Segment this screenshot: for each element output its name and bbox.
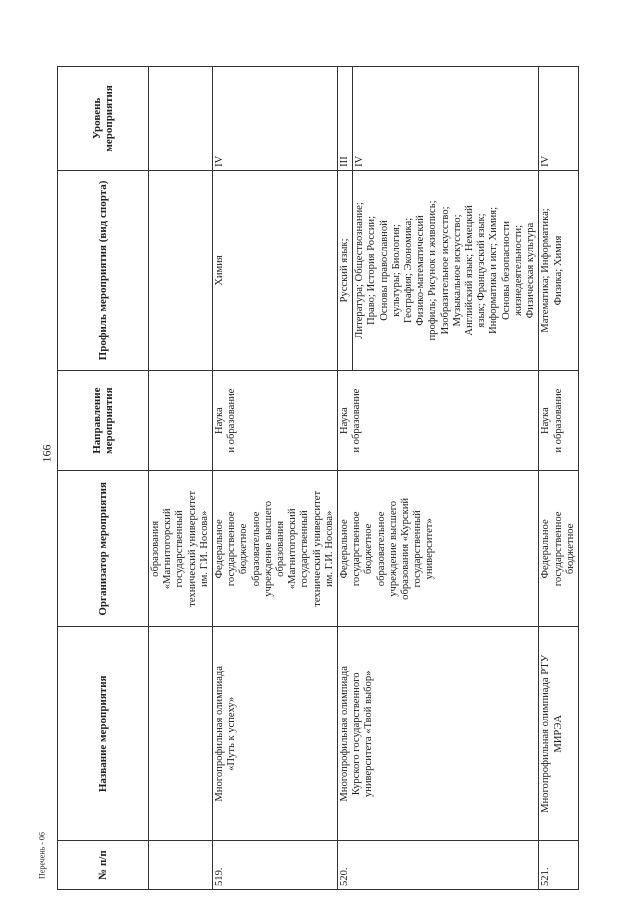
profile-cell (539, 170, 579, 370)
organizer-line: государственное (552, 511, 564, 587)
organizer-line: образовательное (250, 511, 262, 587)
organizer-line: Федеральное (339, 519, 351, 579)
event-name-line: Многопрофильная олимпиада РТУ (540, 654, 552, 813)
profile-line: Основы православной (378, 220, 390, 321)
rotated-table-container (57, 66, 586, 890)
organizer-line: учреждение высшего (387, 500, 399, 597)
organizer-line: государственное (351, 511, 363, 587)
organizer-line: государственный (174, 510, 186, 588)
profile-line: Изобразительное искусство; (439, 206, 451, 335)
level-cell: IV (353, 67, 539, 171)
profile-line: профиль; Рисунок и живопись; (427, 200, 439, 341)
level-cell: IV (213, 67, 338, 171)
organizer-line: учреждение высшего (262, 500, 274, 597)
direction-cell (539, 371, 579, 471)
events-table (57, 66, 579, 890)
header-profile: Профиль мероприятия (вид спорта) (58, 170, 149, 370)
table-row (213, 67, 338, 890)
organizer-cell (338, 471, 539, 627)
event-name-line: Курского государственного (351, 672, 363, 796)
organizer-line: образовательное (375, 511, 387, 587)
profile-line: культуры; Биология; (390, 224, 402, 317)
profile-line: Информатика и икт; Химия; (488, 206, 500, 334)
profile-line: язык; Французский язык; (476, 213, 488, 328)
profile-line: Математика; Информатика; (540, 208, 552, 333)
profile-cell (338, 170, 353, 370)
organizer-line: Федеральное (214, 519, 226, 579)
direction-line: и образование (351, 388, 363, 453)
organizer-line: технический университет (186, 490, 198, 607)
organizer-line: бюджетное (238, 523, 250, 575)
organizer-line: бюджетное (564, 523, 576, 575)
direction-line: Наука (339, 407, 351, 435)
row-number: 521. (539, 841, 579, 890)
table-row (338, 67, 353, 890)
organizer-line: государственный (412, 510, 424, 588)
organizer-line: технический университет (311, 490, 323, 607)
direction-line: и образование (226, 388, 238, 453)
direction-cell (213, 371, 338, 471)
organizer-line: «Магнитогорский (162, 508, 174, 590)
profile-line: Литература; Обществознание; (354, 202, 366, 339)
profile-line: Право; История России; (366, 215, 378, 325)
profile-line: Музыкальное искусство; (451, 214, 463, 327)
profile-line: Физико-математический (415, 215, 427, 326)
organizer-cell (539, 471, 579, 627)
event-name-cell (338, 627, 539, 841)
header-organizer: Организатор мероприятия (58, 471, 149, 627)
organizer-cell (213, 471, 338, 627)
page-footer: Перечень - 06 (37, 832, 47, 879)
event-name-cell (213, 627, 338, 841)
organizer-line: бюджетное (363, 523, 375, 575)
organizer-line: им. Г.И. Носова» (323, 510, 335, 587)
organizer-line: им. Г.И. Носова» (198, 510, 210, 587)
organizer-line: государственное (226, 511, 238, 587)
profile-line: География; Экономика; (403, 217, 415, 324)
level-cell: IV (539, 67, 579, 171)
profile-line: Физика; Химия (552, 235, 564, 306)
event-name-line: Многопрофильная олимпиада (339, 666, 351, 802)
event-name-line: университета «Твой выбор» (363, 670, 375, 798)
direction-line: Наука (214, 407, 226, 435)
organizer-line: образования «Курский (400, 497, 412, 600)
header-level: Уровень мероприятия (58, 67, 149, 171)
organizer-line: Федеральное (540, 519, 552, 579)
event-name-line: «Путь к успеху» (226, 696, 238, 771)
row-number: 519. (213, 841, 338, 890)
header-name: Название мероприятия (58, 627, 149, 841)
table-row (539, 67, 579, 890)
row-number: 520. (338, 841, 539, 890)
continued-organizer-cell (149, 471, 213, 627)
table-row-continued (149, 67, 213, 890)
profile-line: Физическая культура (525, 222, 537, 319)
profile-line: Английский язык; Немецкий (464, 205, 476, 336)
event-name-cell (539, 627, 579, 841)
header-direction: Направление мероприятия (58, 371, 149, 471)
profile-cell (353, 170, 539, 370)
profile-line: Русский язык; (339, 238, 351, 303)
direction-line: и образование (552, 388, 564, 453)
page-number: 166 (39, 444, 54, 463)
organizer-line: «Магнитогорский (287, 508, 299, 590)
organizer-line: образования (275, 520, 287, 577)
profile-line: Химия (214, 255, 226, 286)
direction-cell (338, 371, 539, 471)
table-header-row (58, 67, 149, 890)
event-name-line: МИРЭА (552, 715, 564, 753)
organizer-line: государственный (299, 510, 311, 588)
event-name-line: Многопрофильная олимпиада (214, 666, 226, 802)
profile-line: Основы безопасности (500, 221, 512, 320)
direction-line: Наука (540, 407, 552, 435)
organizer-line: университет» (424, 518, 436, 580)
level-cell: III (338, 67, 353, 171)
header-num: № п/п (58, 841, 149, 890)
profile-cell (213, 170, 338, 370)
organizer-line: образования (150, 520, 161, 577)
profile-line: жизнедеятельности; (512, 224, 524, 316)
